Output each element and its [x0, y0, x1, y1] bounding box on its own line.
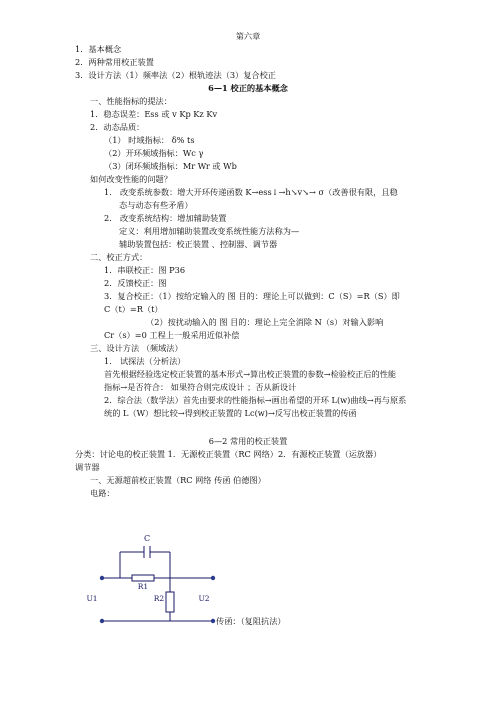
terminal-node	[211, 619, 215, 623]
heading: 一、性能指标的提法：	[90, 96, 172, 106]
paragraph: （1） 时域指标： δ% ts	[104, 135, 195, 145]
terminal-node	[100, 576, 104, 580]
transfer-function-label: 传函：（复阻抗法）	[216, 616, 286, 626]
chapter-title: 第六章	[235, 31, 261, 41]
outline-item: 3．设计方法（1）频率法（2）根轨迹法（3）复合校正	[75, 70, 276, 80]
u2-label: U2	[198, 594, 210, 603]
section-title: 6—1 校正的基本概念	[208, 83, 288, 93]
paragraph: C（t）=R（t）	[104, 304, 163, 314]
paragraph: 指标→是否符合： 如果符合则完成设计 ；否从新设计	[104, 382, 297, 392]
heading: 二、校正方式：	[90, 252, 148, 262]
paragraph: 首先根据经验选定校正装置的基本形式→算出校正装置的参数→检验校正后的性能	[104, 369, 397, 379]
paragraph: 分类：讨论电的校正装置 1．无源校正装置（RC 网络）2．有源校正装置（运放器）	[75, 449, 382, 459]
heading: 三、设计方法 （频域法）	[90, 343, 183, 353]
u1-label: U1	[86, 594, 98, 603]
paragraph: 统的 L（W）想比较→得到校正装置的 Lc(w)→反写出校正装置的传函	[104, 408, 357, 418]
paragraph: 如何改变性能的问题？	[90, 174, 172, 184]
capacitor-label: C	[143, 534, 151, 543]
paragraph: 2．综合法（数学法）首先由要求的性能指标→画出希望的开环 L(w)曲线→再与原系	[104, 395, 407, 405]
terminal-node	[211, 576, 215, 580]
section-title: 6—2 常用的校正装置	[208, 436, 288, 446]
paragraph: 1．稳态误差：Ess 或 v Kp Kz Kv	[90, 109, 218, 119]
paragraph: 2．反馈校正：图	[104, 278, 167, 288]
r1-label: R1	[137, 582, 149, 591]
heading: 一、无源超前校正装置（RC 网络 传函 伯德图）	[90, 475, 266, 485]
r2-label: R2	[153, 594, 165, 603]
paragraph: （3）闭环频域指标：Mr Wr 或 Wb	[104, 161, 237, 171]
circuit-label: 电路：	[90, 488, 115, 498]
paragraph: 辅助装置包括：校正装置 、控制器、调节器	[119, 239, 278, 249]
paragraph: 1． 改变系统参数：增大开环传递函数 K→ess↓→h↘v↘→ σ（改善很有限，且稳	[104, 187, 398, 197]
paragraph: 1．串联校正：图 P36	[104, 265, 186, 275]
paragraph: （2）按扰动输入的 图 目的：理论上完全消除 N（s）对输入影响	[146, 317, 384, 327]
paragraph: 态与动态有些矛盾）	[119, 200, 193, 210]
paragraph: 3．复合校正：（1）按给定输入的 图 目的：理论上可以做到：C（S）=R（S）即	[104, 291, 400, 301]
paragraph: 2． 改变系统结构：增加辅助装置	[104, 213, 227, 223]
paragraph: 2．动态品质：	[90, 122, 145, 132]
outline-item: 2．两种常用校正装置	[75, 57, 154, 67]
paragraph: （2）开环频域指标：Wc γ	[104, 148, 204, 158]
resistor-r2	[166, 592, 174, 612]
outline-item: 1．基本概念	[75, 44, 122, 54]
paragraph: 1． 试探法（分析法）	[104, 356, 186, 366]
paragraph: Cr（s）=0 工程上一般采用近似补偿	[104, 330, 240, 340]
paragraph: 调节器	[75, 462, 100, 472]
terminal-node	[100, 619, 104, 623]
resistor-r1	[132, 575, 154, 581]
paragraph: 定义：利用增加辅助装置改变系统性能方法称为—	[119, 226, 300, 236]
